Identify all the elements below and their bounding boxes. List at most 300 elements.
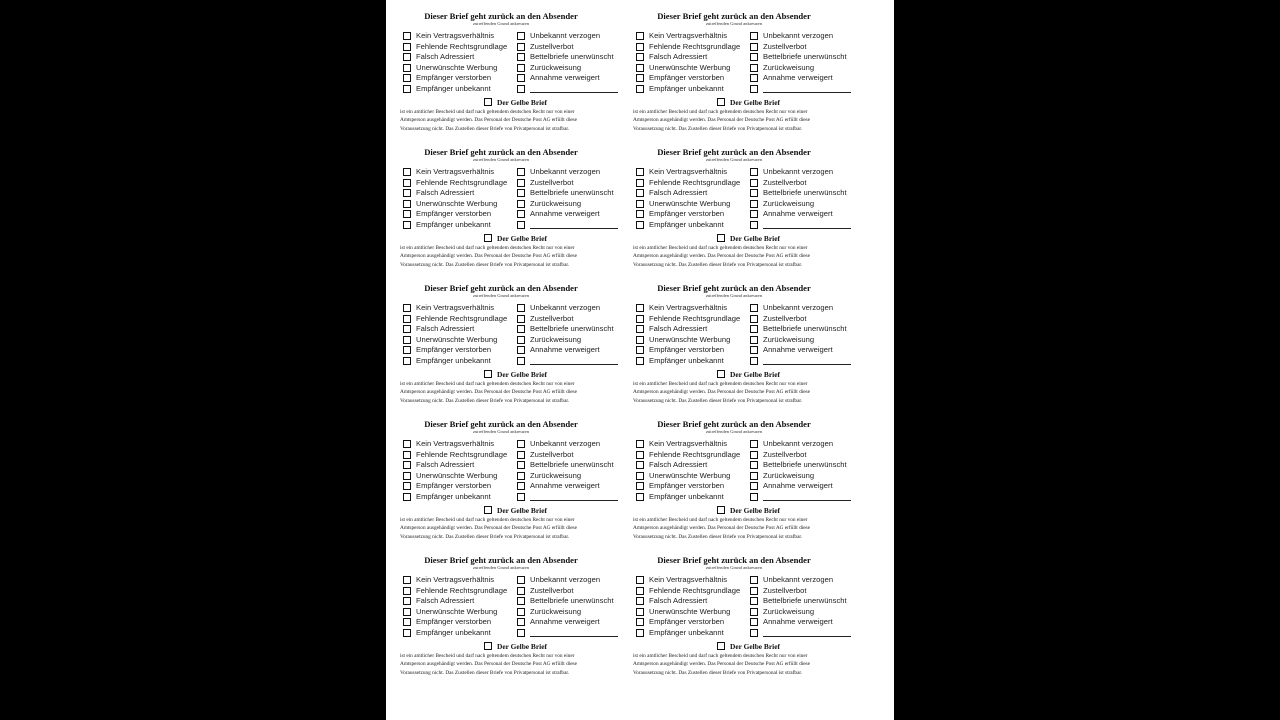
checkbox[interactable] [750,168,758,176]
option-label: Empfänger unbekannt [416,219,491,229]
option-label: Unbekannt verzogen [763,31,834,40]
option-label: Falsch Adressiert [649,596,708,605]
checkbox[interactable] [517,618,525,626]
checkbox[interactable] [517,608,525,616]
option-label: Unbekannt verzogen [530,303,601,312]
checkbox[interactable] [750,85,758,93]
option-label: Annahme verweigert [530,345,600,354]
option-label: Empfänger unbekannt [416,627,491,637]
blank-write-line[interactable] [763,364,851,365]
checkbox[interactable] [517,85,525,93]
blank-write-line[interactable] [763,92,851,93]
checkbox[interactable] [636,32,644,40]
option-label: Falsch Adressiert [649,188,708,197]
slip-title: Dieser Brief geht zurück an den Absender [424,11,578,21]
checkbox[interactable] [403,587,411,595]
checkbox[interactable] [636,451,644,459]
checkbox[interactable] [717,370,725,378]
option-label: Zurückweisung [763,198,815,208]
legal-note [633,380,865,405]
checkbox[interactable] [636,43,644,51]
checkbox[interactable] [517,168,525,176]
checkbox[interactable] [517,53,525,61]
legal-note-line: Voraussetzung nicht. Das Zustellen dieser Briefe von Privatpersonal ist strafbar. [400,397,570,404]
option-label: Bettelbriefe unerwünscht [763,52,847,61]
option-label: Bettelbriefe unerwünscht [530,460,614,469]
checkbox[interactable] [403,32,411,40]
option-label: Fehlende Rechtsgrundlage [649,177,741,187]
checkbox[interactable] [750,325,758,333]
slip-subtitle: zutreffenden Grund ankreuzen [472,429,530,434]
checkbox[interactable] [517,325,525,333]
checkbox[interactable] [403,179,411,187]
option-label: Bettelbriefe unerwünscht [763,596,847,605]
option-label: Empfänger verstorben [649,345,725,354]
option-label: Falsch Adressiert [416,460,475,469]
checkbox[interactable] [636,53,644,61]
option-label: Zurückweisung [763,606,815,616]
checkbox[interactable] [636,346,644,354]
checkbox[interactable] [636,482,644,490]
checkbox[interactable] [636,472,644,480]
option-label: Bettelbriefe unerwünscht [530,52,614,61]
legal-note-line: Amtsperson ausgehändigt werden. Das Personal der Deutsche Post AG erfüllt diese [400,661,577,668]
option-label: Empfänger unbekannt [649,627,724,637]
checkbox[interactable] [517,304,525,312]
checkbox[interactable] [717,98,725,106]
legal-note-line: ist ein amtlicher Bescheid und darf nach geltendem deutschen Recht nur von einer [633,381,808,387]
legal-note-line: Voraussetzung nicht. Das Zustellen dieser Briefe von Privatpersonal ist strafbar. [400,125,570,132]
checkbox[interactable] [403,336,411,344]
checkbox[interactable] [403,597,411,605]
checkbox[interactable] [484,642,492,650]
checkbox[interactable] [636,168,644,176]
checkbox[interactable] [403,576,411,584]
option-label: Zustellverbot [763,313,807,323]
option-label: Zurückweisung [530,606,582,616]
checkbox[interactable] [636,74,644,82]
checkbox[interactable] [750,472,758,480]
checkbox[interactable] [403,346,411,354]
gelbe-brief-label: Der Gelbe Brief [497,370,547,379]
checkbox[interactable] [636,64,644,72]
legal-note-line: ist ein amtlicher Bescheid und darf nach geltendem deutschen Recht nur von einer [400,381,575,387]
option-label: Unbekannt verzogen [763,167,834,176]
checkbox[interactable] [636,618,644,626]
checkbox[interactable] [403,618,411,626]
checkbox[interactable] [750,315,758,323]
checkbox[interactable] [750,53,758,61]
option-label: Bettelbriefe unerwünscht [530,188,614,197]
checkbox[interactable] [403,451,411,459]
checkbox[interactable] [517,200,525,208]
option-label: Falsch Adressiert [416,52,475,61]
gelbe-brief-label: Der Gelbe Brief [497,234,547,243]
checkbox[interactable] [750,221,758,229]
slip-subtitle: zutreffenden Grund ankreuzen [705,21,763,26]
option-label: Zurückweisung [763,334,815,344]
legal-note-line: Amtsperson ausgehändigt werden. Das Personal der Deutsche Post AG erfüllt diese [633,389,810,396]
option-label: Fehlende Rechtsgrundlage [416,585,508,595]
checkbox[interactable] [636,200,644,208]
checkbox[interactable] [750,493,758,501]
slip-title: Dieser Brief geht zurück an den Absender [424,283,578,293]
option-label: Empfänger verstorben [416,345,492,354]
option-label: Kein Vertragsverhältnis [416,31,495,40]
option-label: Falsch Adressiert [416,188,475,197]
checkbox[interactable] [403,357,411,365]
checkbox[interactable] [750,618,758,626]
checkbox[interactable] [517,461,525,469]
checkbox[interactable] [517,440,525,448]
checkbox[interactable] [750,587,758,595]
slip-subtitle: zutreffenden Grund ankreuzen [705,565,763,570]
option-label: Kein Vertragsverhältnis [649,575,728,584]
option-label: Fehlende Rechtsgrundlage [416,313,508,323]
legal-note-line: Amtsperson ausgehändigt werden. Das Personal der Deutsche Post AG erfüllt diese [633,117,810,124]
checkbox[interactable] [636,221,644,229]
option-label: Bettelbriefe unerwünscht [530,596,614,605]
checkbox[interactable] [403,325,411,333]
legal-note [400,516,632,541]
checkbox[interactable] [750,608,758,616]
slip-title: Dieser Brief geht zurück an den Absender [424,147,578,157]
legal-note-line: Voraussetzung nicht. Das Zustellen dieser Briefe von Privatpersonal ist strafbar. [400,261,570,268]
slip-title: Dieser Brief geht zurück an den Absender [657,283,811,293]
legal-note [400,244,632,269]
option-label: Fehlende Rechtsgrundlage [416,41,508,51]
checkbox[interactable] [517,64,525,72]
checkbox[interactable] [403,168,411,176]
document-page [386,0,894,720]
checkbox[interactable] [750,482,758,490]
option-label: Zurückweisung [763,470,815,480]
checkbox[interactable] [517,315,525,323]
checkbox[interactable] [403,221,411,229]
checkbox[interactable] [750,43,758,51]
slip-title: Dieser Brief geht zurück an den Absender [657,419,811,429]
checkbox[interactable] [517,451,525,459]
return-slip [386,136,616,268]
legal-note-line: ist ein amtlicher Bescheid und darf nach geltendem deutschen Recht nur von einer [633,653,808,659]
checkbox[interactable] [636,597,644,605]
checkbox[interactable] [636,629,644,637]
option-label: Unerwünschte Werbung [416,606,498,616]
checkbox[interactable] [403,200,411,208]
checkbox[interactable] [403,53,411,61]
option-label: Kein Vertragsverhältnis [416,167,495,176]
option-label: Empfänger verstorben [416,73,492,82]
checkbox[interactable] [750,200,758,208]
checkbox[interactable] [636,357,644,365]
option-label: Unerwünschte Werbung [416,198,498,208]
option-label: Zurückweisung [530,334,582,344]
slip-title: Dieser Brief geht zurück an den Absender [424,419,578,429]
checkbox[interactable] [636,608,644,616]
checkbox[interactable] [517,346,525,354]
legal-note-line: ist ein amtlicher Bescheid und darf nach geltendem deutschen Recht nur von einer [633,245,808,251]
option-label: Unerwünschte Werbung [416,62,498,72]
blank-write-line[interactable] [763,500,851,501]
checkbox[interactable] [750,189,758,197]
legal-note-line: ist ein amtlicher Bescheid und darf nach geltendem deutschen Recht nur von einer [633,517,808,523]
checkbox[interactable] [636,304,644,312]
option-label: Empfänger verstorben [649,481,725,490]
slip-subtitle: zutreffenden Grund ankreuzen [705,429,763,434]
checkbox[interactable] [403,440,411,448]
checkbox[interactable] [517,587,525,595]
checkbox[interactable] [484,234,492,242]
option-label: Falsch Adressiert [416,596,475,605]
legal-note-line: Voraussetzung nicht. Das Zustellen dieser Briefe von Privatpersonal ist strafbar. [633,669,803,676]
legal-note-line: Amtsperson ausgehändigt werden. Das Personal der Deutsche Post AG erfüllt diese [633,253,810,260]
option-label: Zustellverbot [530,313,574,323]
option-label: Annahme verweigert [530,73,600,82]
checkbox[interactable] [403,608,411,616]
option-label: Kein Vertragsverhältnis [649,167,728,176]
checkbox[interactable] [517,221,525,229]
option-label: Annahme verweigert [763,345,833,354]
option-label: Unerwünschte Werbung [649,198,731,208]
option-label: Bettelbriefe unerwünscht [530,324,614,333]
option-label: Unbekannt verzogen [530,439,601,448]
legal-note-line: Amtsperson ausgehändigt werden. Das Personal der Deutsche Post AG erfüllt diese [633,661,810,668]
checkbox[interactable] [517,189,525,197]
checkbox[interactable] [517,493,525,501]
return-slip [386,272,616,404]
checkbox[interactable] [403,629,411,637]
legal-note-line: Amtsperson ausgehändigt werden. Das Personal der Deutsche Post AG erfüllt diese [400,389,577,396]
gelbe-brief-label: Der Gelbe Brief [730,98,780,107]
checkbox[interactable] [403,85,411,93]
return-slip [619,544,849,676]
option-label: Unerwünschte Werbung [416,334,498,344]
option-label: Zustellverbot [530,449,574,459]
blank-write-line[interactable] [530,364,618,365]
option-label: Empfänger verstorben [649,209,725,218]
return-slip [619,272,849,404]
checkbox[interactable] [517,179,525,187]
legal-note-line: Amtsperson ausgehändigt werden. Das Personal der Deutsche Post AG erfüllt diese [633,525,810,532]
option-label: Empfänger unbekannt [416,355,491,365]
option-label: Kein Vertragsverhältnis [416,439,495,448]
option-label: Unerwünschte Werbung [649,62,731,72]
option-label: Unerwünschte Werbung [649,334,731,344]
blank-write-line[interactable] [763,636,851,637]
option-label: Kein Vertragsverhältnis [416,303,495,312]
checkbox[interactable] [636,440,644,448]
checkbox[interactable] [750,210,758,218]
checkbox[interactable] [750,461,758,469]
checkbox[interactable] [517,597,525,605]
legal-note-line: Voraussetzung nicht. Das Zustellen dieser Briefe von Privatpersonal ist strafbar. [400,669,570,676]
checkbox[interactable] [517,629,525,637]
legal-note-line: Amtsperson ausgehändigt werden. Das Personal der Deutsche Post AG erfüllt diese [400,253,577,260]
slip-title: Dieser Brief geht zurück an den Absender [657,555,811,565]
blank-write-line[interactable] [530,228,618,229]
checkbox[interactable] [636,493,644,501]
checkbox[interactable] [636,189,644,197]
checkbox[interactable] [750,440,758,448]
option-label: Zustellverbot [530,585,574,595]
return-slip [619,136,849,268]
blank-write-line[interactable] [530,500,618,501]
checkbox[interactable] [517,482,525,490]
checkbox[interactable] [636,210,644,218]
option-label: Falsch Adressiert [649,460,708,469]
option-label: Annahme verweigert [530,481,600,490]
checkbox[interactable] [750,64,758,72]
checkbox[interactable] [517,43,525,51]
checkbox[interactable] [636,587,644,595]
checkbox[interactable] [403,493,411,501]
gelbe-brief-label: Der Gelbe Brief [497,642,547,651]
checkbox[interactable] [403,210,411,218]
checkbox[interactable] [636,461,644,469]
legal-note [633,108,865,133]
checkbox[interactable] [717,506,725,514]
option-label: Falsch Adressiert [649,324,708,333]
checkbox[interactable] [636,576,644,584]
slip-title: Dieser Brief geht zurück an den Absender [424,555,578,565]
option-label: Zustellverbot [763,585,807,595]
legal-note-line: ist ein amtlicher Bescheid und darf nach geltendem deutschen Recht nur von einer [400,109,575,115]
option-label: Unbekannt verzogen [763,575,834,584]
option-label: Empfänger verstorben [416,481,492,490]
checkbox[interactable] [403,472,411,480]
slip-subtitle: zutreffenden Grund ankreuzen [472,293,530,298]
option-label: Empfänger unbekannt [649,219,724,229]
checkbox[interactable] [750,32,758,40]
option-label: Zurückweisung [530,62,582,72]
legal-note-line: Voraussetzung nicht. Das Zustellen dieser Briefe von Privatpersonal ist strafbar. [633,125,803,132]
checkbox[interactable] [636,179,644,187]
option-label: Empfänger unbekannt [649,355,724,365]
checkbox[interactable] [750,597,758,605]
checkbox[interactable] [750,451,758,459]
option-label: Unbekannt verzogen [763,439,834,448]
checkbox[interactable] [636,85,644,93]
option-label: Unerwünschte Werbung [649,470,731,480]
checkbox[interactable] [403,461,411,469]
legal-note-line: ist ein amtlicher Bescheid und darf nach geltendem deutschen Recht nur von einer [400,653,575,659]
option-label: Zustellverbot [763,449,807,459]
checkbox[interactable] [717,642,725,650]
return-slip [386,544,616,676]
checkbox[interactable] [750,336,758,344]
checkbox[interactable] [403,304,411,312]
option-label: Zurückweisung [530,470,582,480]
checkbox[interactable] [750,74,758,82]
option-label: Zurückweisung [530,198,582,208]
option-label: Bettelbriefe unerwünscht [763,460,847,469]
option-label: Zustellverbot [763,177,807,187]
checkbox[interactable] [403,482,411,490]
checkbox[interactable] [750,357,758,365]
option-label: Empfänger verstorben [649,73,725,82]
option-label: Annahme verweigert [763,481,833,490]
blank-write-line[interactable] [530,92,618,93]
slip-subtitle: zutreffenden Grund ankreuzen [705,293,763,298]
option-label: Zustellverbot [530,177,574,187]
legal-note-line: ist ein amtlicher Bescheid und darf nach geltendem deutschen Recht nur von einer [400,517,575,523]
option-label: Fehlende Rechtsgrundlage [649,41,741,51]
option-label: Fehlende Rechtsgrundlage [649,313,741,323]
gelbe-brief-label: Der Gelbe Brief [730,506,780,515]
blank-write-line[interactable] [763,228,851,229]
option-label: Annahme verweigert [530,209,600,218]
slip-subtitle: zutreffenden Grund ankreuzen [472,157,530,162]
checkbox[interactable] [517,32,525,40]
option-label: Annahme verweigert [530,617,600,626]
option-label: Zustellverbot [763,41,807,51]
checkbox[interactable] [750,346,758,354]
checkbox[interactable] [750,304,758,312]
checkbox[interactable] [517,357,525,365]
checkbox[interactable] [484,506,492,514]
checkbox[interactable] [403,315,411,323]
option-label: Kein Vertragsverhältnis [649,31,728,40]
option-label: Empfänger unbekannt [649,491,724,501]
gelbe-brief-label: Der Gelbe Brief [730,234,780,243]
checkbox[interactable] [403,64,411,72]
option-label: Empfänger unbekannt [416,491,491,501]
option-label: Fehlende Rechtsgrundlage [416,449,508,459]
legal-note [400,380,632,405]
checkbox[interactable] [750,179,758,187]
option-label: Bettelbriefe unerwünscht [763,324,847,333]
gelbe-brief-label: Der Gelbe Brief [730,642,780,651]
legal-note-line: Voraussetzung nicht. Das Zustellen dieser Briefe von Privatpersonal ist strafbar. [633,397,803,404]
checkbox[interactable] [636,325,644,333]
legal-note-line: Voraussetzung nicht. Das Zustellen dieser Briefe von Privatpersonal ist strafbar. [400,533,570,540]
option-label: Fehlende Rechtsgrundlage [649,585,741,595]
option-label: Unbekannt verzogen [530,575,601,584]
checkbox[interactable] [517,336,525,344]
checkbox[interactable] [750,629,758,637]
checkbox[interactable] [517,472,525,480]
checkbox[interactable] [636,315,644,323]
gelbe-brief-label: Der Gelbe Brief [497,98,547,107]
checkbox[interactable] [517,576,525,584]
slip-subtitle: zutreffenden Grund ankreuzen [472,565,530,570]
checkbox[interactable] [484,370,492,378]
checkbox[interactable] [517,74,525,82]
slip-title: Dieser Brief geht zurück an den Absender [657,147,811,157]
option-label: Kein Vertragsverhältnis [649,303,728,312]
option-label: Annahme verweigert [763,73,833,82]
option-label: Unerwünschte Werbung [416,470,498,480]
blank-write-line[interactable] [530,636,618,637]
option-label: Zustellverbot [530,41,574,51]
checkbox[interactable] [717,234,725,242]
checkbox[interactable] [403,74,411,82]
option-label: Bettelbriefe unerwünscht [763,188,847,197]
legal-note-line: Voraussetzung nicht. Das Zustellen dieser Briefe von Privatpersonal ist strafbar. [633,261,803,268]
option-label: Empfänger unbekannt [649,83,724,93]
checkbox[interactable] [517,210,525,218]
option-label: Falsch Adressiert [416,324,475,333]
checkbox[interactable] [636,336,644,344]
checkbox[interactable] [484,98,492,106]
checkbox[interactable] [403,43,411,51]
option-label: Kein Vertragsverhältnis [416,575,495,584]
checkbox[interactable] [750,576,758,584]
legal-note-line: Amtsperson ausgehändigt werden. Das Personal der Deutsche Post AG erfüllt diese [400,525,577,532]
legal-note-line: ist ein amtlicher Bescheid und darf nach geltendem deutschen Recht nur von einer [400,245,575,251]
return-slip [619,408,849,540]
checkbox[interactable] [403,189,411,197]
